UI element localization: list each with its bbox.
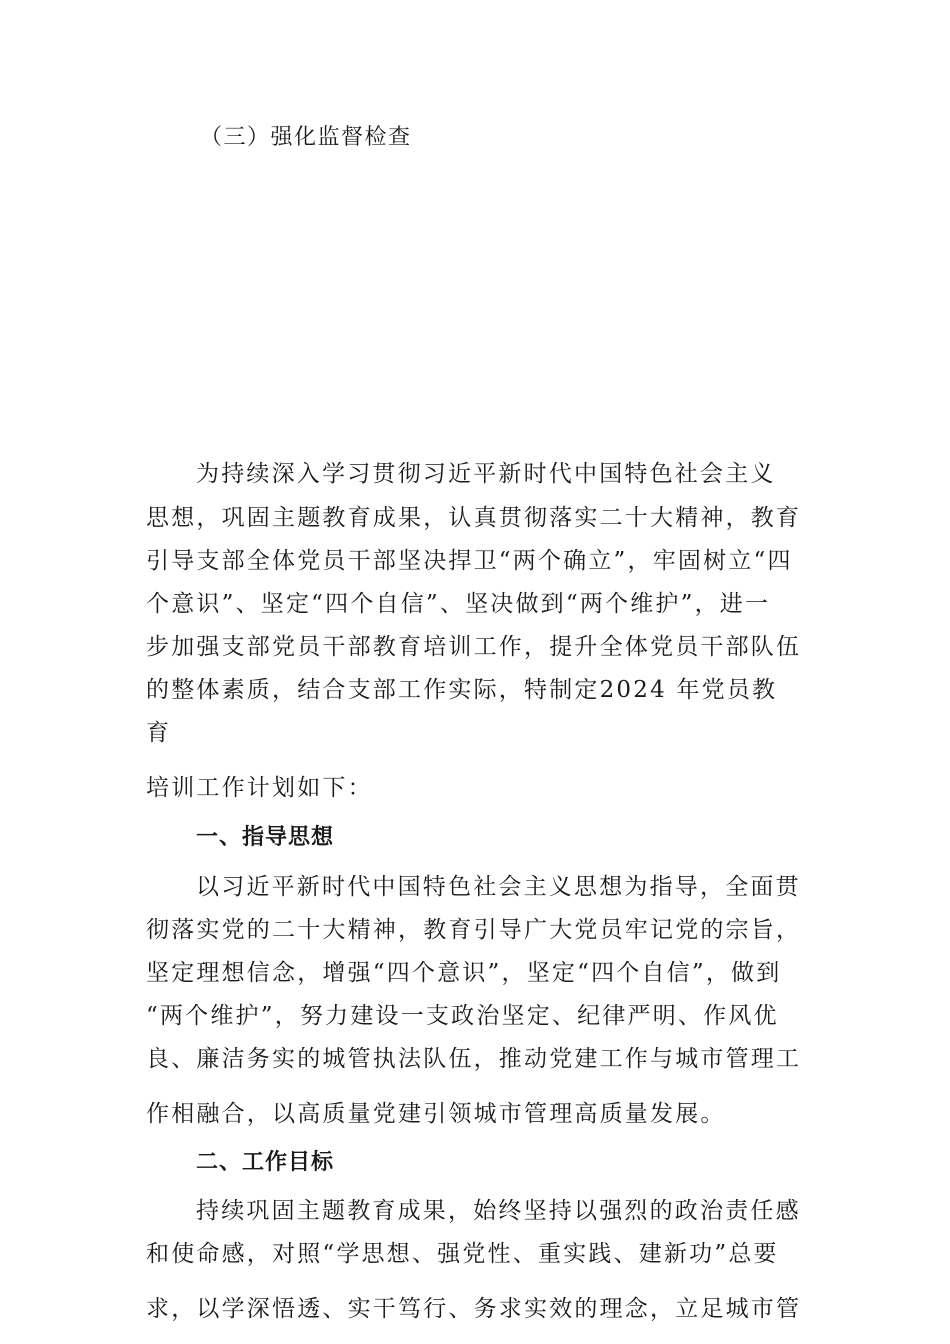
- intro-line: 思想，巩固主题教育成果，认真贯彻落实二十大精神，教育: [146, 505, 802, 531]
- section1-line: 作相融合，以高质量党建引领城市管理高质量发展。: [146, 1101, 726, 1127]
- section2-line: 持续巩固主题教育成果，始终坚持以强烈的政治责任感: [196, 1198, 801, 1224]
- intro-line: 引导支部全体党员干部坚决捍卫“两个确立”，牢固树立“四: [146, 548, 793, 574]
- section1-line: 彻落实党的二十大精神，教育引导广大党员牢记党的宗旨，: [146, 917, 802, 943]
- section1-line: 良、廉洁务实的城管执法队伍，推动党建工作与城市管理工: [146, 1046, 802, 1072]
- subheading-strengthen-supervision: （三）强化监督检查: [200, 125, 412, 150]
- section1-line: 坚定理想信念，增强“四个意识”，坚定“四个自信”，做到: [146, 960, 782, 986]
- intro-line: 培训工作计划如下：: [146, 775, 373, 801]
- intro-line: 的整体素质，结合支部工作实际，特制定2024 年党员教: [146, 677, 778, 703]
- section1-line: 以习近平新时代中国特色社会主义思想为指导，全面贯: [196, 874, 801, 900]
- section2-line: 和使命感，对照“学思想、强党性、重实践、建新功”总要: [146, 1241, 779, 1267]
- intro-line: 育: [146, 720, 172, 746]
- section-heading-work-goals: 二、工作目标: [196, 1150, 335, 1175]
- section1-line: “两个维护”，努力建设一支政治坚定、纪律严明、作风优: [146, 1003, 779, 1029]
- intro-line: 个意识”、坚定“四个自信”、坚决做到“两个维护”，进一: [146, 591, 771, 617]
- section-heading-guiding-ideology: 一、指导思想: [196, 825, 335, 850]
- intro-line: 为持续深入学习贯彻习近平新时代中国特色社会主义: [196, 461, 776, 487]
- intro-line: 步加强支部党员干部教育培训工作，提升全体党员干部队伍: [146, 634, 802, 660]
- section2-line: 求，以学深悟透、实干笃行、务求实效的理念，立足城市管: [146, 1296, 802, 1322]
